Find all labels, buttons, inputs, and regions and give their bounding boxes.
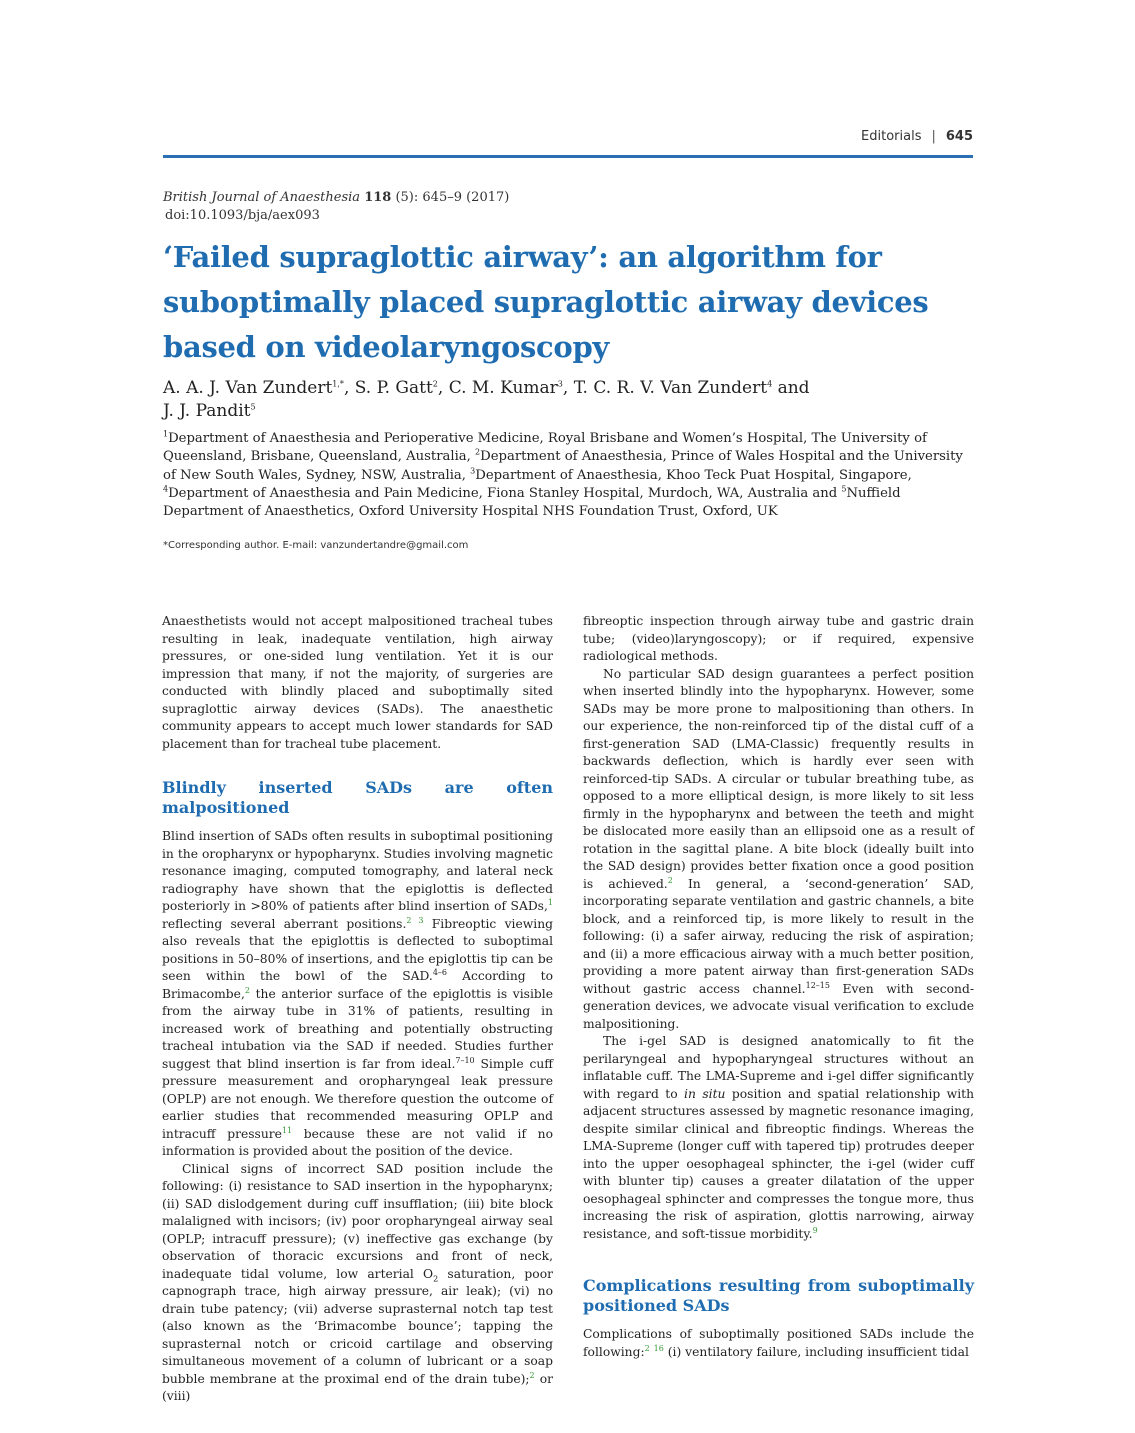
- affiliation: Department of Anaesthesia and Pain Medicine, Fiona Stanley Hospital, Murdoch, WA, Australia and: [168, 485, 842, 501]
- journal-doi[interactable]: doi:10.1093/bja/aex093: [165, 208, 320, 223]
- paragraph: The i-gel SAD is designed anatomically to fit the perilaryngeal and hypopharyngeal structures without an inflatable cuff. The LMA-Supreme and i-gel differ significantly with regard to in situ position and spatial relationship with adjacent structures assessed by magnetic resonance imaging, despite similar clinical and fibreoptic findings. Whereas the LMA-Supreme (longer cuff with tapered tip) protrudes deeper into the upper oesophageal sphincter, the i-gel (wider cuff with blunter tip) causes a greater dilatation of the upper oesophageal sphincter and compresses the tongue more, thus increasing the risk of aspiration, glottis narrowing, airway resistance, and soft-tissue morbidity.$^9$: [583, 1034, 975, 1241]
- paragraph: Complications of suboptimally positioned SADs include the following:$^2$ $^{16}$ (i) ventilatory failure, including insufficient tidal: [583, 1327, 974, 1359]
- affiliation: Nuffield Department of Anaesthetics, Oxford University Hospital NHS Foundation Trust, Oxford, UK: [163, 485, 901, 520]
- paragraph: Blind insertion of SADs often results in suboptimal positioning in the oropharynx or hypopharynx. Studies involving magnetic resonance imaging, computed tomography, and lateral neck radiography have shown that the epiglottis is deflected posteriorly in >80% of patients after blind insertion of SADs,$^1$ reflecting several aberrant positions.$^{2 3}$ Fibreoptic viewing also reveals that the epiglottis is deflected to suboptimal positions in 50–80% of insertions, and the epiglottis tip can be seen within the bowl of the SAD.$^{4-6}$ According to Brimacombe,$^2$ the anterior surface of the epiglottis is visible from the airway tube in 31% of patients, resulting in increased work of breathing and potentially obstructing tracheal intubation via the SAD if needed. Studies further suggest that blind insertion is far from ideal.$^{7-10}$ Simple cuff pressure measurement and oropharyngeal leak pressure (OPLP) are not enough. We therefore question the outcome of earlier studies that recommended measuring OPLP and intracuff pressure$^{11}$ because these are not valid if no information is provided about the position of the device.: [162, 829, 553, 1158]
- header-separator: |: [931, 129, 936, 144]
- author-list: [163, 377, 973, 423]
- body-column-right: [583, 613, 974, 1361]
- corresponding-author: *Corresponding author. E-mail: vanzundertandre@gmail.com: [163, 540, 469, 551]
- journal-citation: [163, 189, 763, 225]
- header-rule: [163, 155, 973, 158]
- paragraph: No particular SAD design guarantees a perfect position when inserted blindly into the hypopharynx. However, some SADs may be more prone to malpositioning than others. In our experience, the non-reinforced tip of the distal cuff of a first-generation SAD (LMA-Classic) frequently results in backwards deflection, which is hardly ever seen with reinforced-tip SADs. A circular or tubular breathing tube, as opposed to a more elliptical design, is more likely to sit less firmly in the hypopharynx and between the teeth and might be dislocated more easily than an ellipsoid one as a result of rotation in the sagittal plane. A bite block (ideally built into the SAD design) provides better fixation once a good position is achieved.$^2$ In general, a ‘second-generation’ SAD, incorporating separate ventilation and gastric channels, a bite block, and a reinforced tip, is more likely to result in the following: (i) a safer airway, reducing the risk of aspiration; and (ii) a more efficacious airway with a much better position, providing a more patent airway than first-generation SADs without gastric access channel.$^{12-15}$ Even with second-generation devices, we advocate visual verification to exclude malpositioning.: [583, 666, 974, 1031]
- citation-ref: 12–15: [805, 980, 830, 990]
- citation-link[interactable]: 2: [667, 875, 673, 885]
- paragraph: Clinical signs of incorrect SAD position include the following: (i) resistance to SAD insertion in the hypopharynx; (ii) SAD dislodgement during cuff insufflation; (iii) bite block malaligned with incisors; (iv) poor oropharyngeal airway seal (OPLP; intracuff pressure); (v) ineffective gas exchange (by observation of thoracic excursions and front of neck, inadequate tidal volume, low arterial $O_2$ saturation, poor capnograph trace, high airway pressure, air leak); (vi) no drain tube patency; (vii) adverse suprasternal notch tap test (also known as the ‘Brimacombe bounce’; tapping the suprasternal notch or cricoid cartilage and observing simultaneous movement of a column of lubricant or a soap bubble membrane at the proximal end of the drain tube);$^2$ or (viii): [162, 1161, 553, 1403]
- author: A. A. J. Van Zundert$^{1,*}$,: [163, 378, 355, 398]
- author: S. P. Gatt$^2$,: [354, 378, 449, 398]
- article-title: ‘Failed supraglottic airway’: an algorithm for suboptimally placed supraglottic airway devices based on videolaryngoscopy: [163, 240, 929, 364]
- page-number: 645: [945, 129, 973, 144]
- journal-name: British Journal of Anaesthesia: [163, 190, 361, 205]
- author: J. J. Pandit$^5$: [163, 401, 256, 421]
- citation-link[interactable]: 2: [644, 1343, 650, 1353]
- citation-link[interactable]: 11: [281, 1125, 293, 1135]
- section-heading: Blindly inserted SADs are often malpositioned: [162, 778, 553, 817]
- paragraph: Anaesthetists would not accept malpositioned tracheal tubes resulting in leak, inadequate ventilation, high airway pressures, or one-sided lung ventilation. Yet it is our impression that many, if not the majority, of surgeries are conducted with blindly placed and suboptimally sited supraglottic airway devices (SADs). The anaesthetic community appears to accept much lower standards for SAD placement than for tracheal tube placement.: [162, 614, 553, 751]
- journal-issue: (5): 645–9 (2017): [395, 190, 510, 205]
- section-label: Editorials: [861, 129, 922, 144]
- affiliation: Department of Anaesthesia, Prince of Wales Hospital and the University of New South Wales, Sydney, NSW, Australia,: [163, 449, 963, 483]
- citation-link[interactable]: 2: [529, 1370, 535, 1380]
- author: C. M. Kumar$^3$,: [448, 378, 574, 398]
- citation-link[interactable]: 1: [547, 897, 553, 907]
- citation-ref: 4–6: [432, 967, 448, 977]
- journal-volume: 118: [364, 190, 392, 205]
- citation-link[interactable]: 16: [653, 1343, 664, 1353]
- body-column-left: [162, 613, 553, 1406]
- running-header: [163, 129, 973, 149]
- paragraph: fibreoptic inspection through airway tube and gastric drain tube; (video)laryngoscopy); or if required, expensive radiological methods.: [583, 614, 974, 663]
- citation-link[interactable]: 2: [244, 985, 250, 995]
- affiliation: Department of Anaesthesia, Khoo Teck Puat Hospital, Singapore,: [475, 467, 912, 483]
- citation-ref: 7–10: [455, 1055, 475, 1065]
- affiliation: Department of Anaesthesia and Perioperative Medicine, Royal Brisbane and Women’s Hospital, The University of Queensland, Brisbane, Queensland, Australia,: [163, 431, 927, 465]
- citation-link[interactable]: 2 3: [406, 915, 424, 925]
- section-heading: Complications resulting from suboptimally positioned SADs: [583, 1276, 974, 1315]
- affiliations: $^1$Department of Anaesthesia and Perioperative Medicine, Royal Brisbane and Women’s Hospital, The University of Queensland, Brisbane, Queensland, Australia, $^2$Department of Anaesthesia, Prince of Wales Hospital and the University of New South Wales, Sydney, NSW, Australia, $^3$Department of Anaesthesia, Khoo Teck Puat Hospital, Singapore, $^4$Department of Anaesthesia and Pain Medicine, Fiona Stanley Hospital, Murdoch, WA, Australia and $^5$Nuffield Department of Anaesthetics, Oxford University Hospital NHS Foundation Trust, Oxford, UK: [163, 429, 963, 520]
- citation-link[interactable]: 9: [812, 1225, 818, 1235]
- author: T. C. R. V. Van Zundert$^4$ and: [573, 378, 810, 398]
